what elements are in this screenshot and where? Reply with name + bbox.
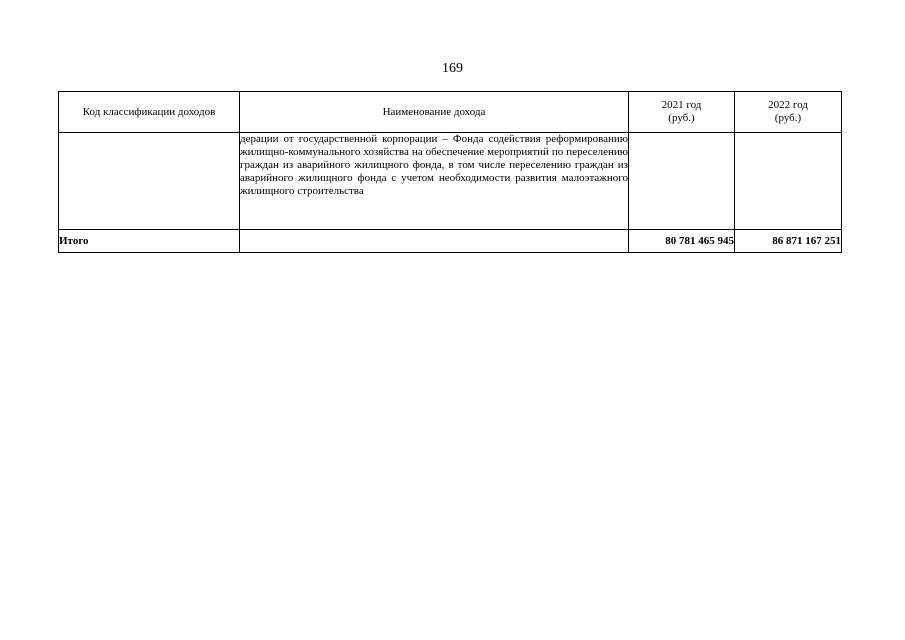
row-name-cell: дерации от государственной корпорации – Фонда содействия реформированию жилищно-коммунального хозяйства на обеспечение мероприятий по переселению граждан из аварийного жилищного фонда, в том числе переселению граждан из аварийного жилищного фонда с учетом необходимости развития малоэтажного жилищного строительства [240,133,629,230]
header-name-label: Наименование дохода [382,105,486,118]
row-year-2021-cell [629,133,735,230]
header-year-2021-label: 2021 год [661,99,702,111]
table-row [59,133,842,230]
header-year-2021 [629,92,735,133]
total-label: Итого [59,230,240,253]
header-year-2022-unit: (руб.) [774,112,802,124]
header-year-2021-unit: (руб.) [668,112,695,124]
total-year-2021: 80 781 465 945 [629,230,735,253]
page-number: 169 [442,61,463,76]
row-code-cell [59,133,240,230]
total-name-cell [240,230,629,253]
header-name [240,92,629,133]
table-header-row [59,92,842,133]
header-code [59,92,240,133]
header-year-2022 [735,92,842,133]
total-year-2022: 86 871 167 251 [735,230,842,253]
total-row [59,230,842,253]
header-code-label: Код классификации доходов [82,105,216,118]
row-year-2022-cell [735,133,842,230]
header-year-2022-label: 2022 год [768,99,808,111]
revenue-table [58,91,842,253]
